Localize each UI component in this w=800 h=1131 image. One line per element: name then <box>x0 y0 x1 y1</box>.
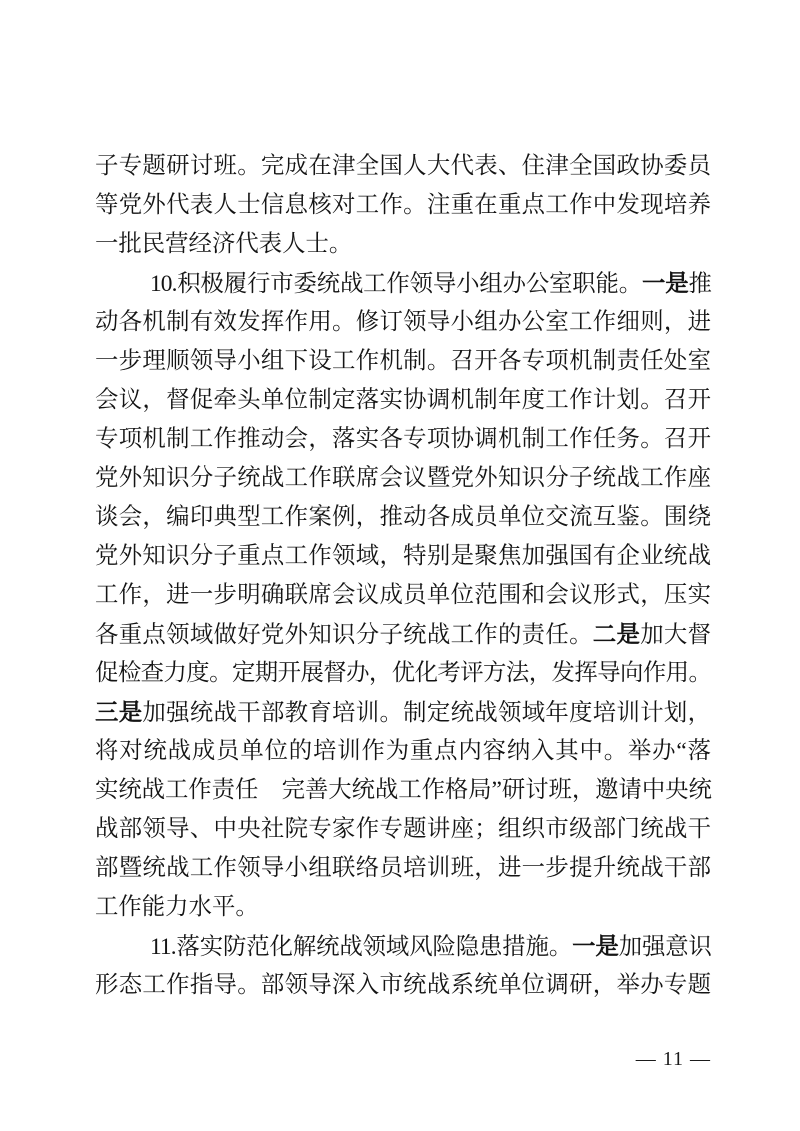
body-text: 等党外代表人士信息核对工作。注重在重点工作中发现培养 <box>95 192 711 218</box>
body-text: 各重点领域做好党外知识分子统战工作的责任。 <box>95 622 593 648</box>
emphasis-text: 二是 <box>592 621 641 647</box>
body-text: 专项机制工作推动会，落实各专项协调机制工作任务。召开 <box>95 426 711 452</box>
body-text: 工作，进一步明确联席会议成员单位范围和会议形式，压实 <box>95 582 711 608</box>
page-footer <box>95 1044 711 1074</box>
body-text: 推 <box>688 271 711 297</box>
text-line <box>95 849 711 888</box>
body-text: 10.积极履行市委统战工作领导小组办公室职能。 <box>150 271 643 297</box>
body-text: 党外知识分子统战工作联席会议暨党外知识分子统战工作座 <box>95 465 711 491</box>
body-text: 会议，督促牵头单位制定落实协调机制年度工作计划。召开 <box>95 387 711 413</box>
text-line <box>95 342 711 381</box>
text-line <box>95 732 711 771</box>
body-text: 战部领导、中央社院专家作专题讲座；组织市级部门统战干 <box>95 816 711 842</box>
text-line <box>95 966 711 1005</box>
text-line <box>95 459 711 498</box>
text-line <box>95 927 711 966</box>
text-line <box>95 264 711 303</box>
text-block <box>95 147 711 1005</box>
body-text: 部暨统战工作领导小组联络员培训班，进一步提升统战干部 <box>95 855 711 881</box>
page-number: — 11 — <box>635 1048 711 1070</box>
body-text: 谈会，编印典型工作案例，推动各成员单位交流互鉴。围绕 <box>95 504 711 530</box>
emphasis-text: 一是 <box>572 933 619 959</box>
text-line <box>95 186 711 225</box>
text-line <box>95 888 711 927</box>
body-text: 一步理顺领导小组下设工作机制。召开各专项机制责任处室 <box>95 348 711 374</box>
emphasis-text: 一是 <box>642 270 689 296</box>
body-text: 11.落实防范化解统战领域风险隐患措施。 <box>150 934 573 960</box>
text-line <box>95 810 711 849</box>
body-text: 促检查力度。定期开展督办，优化考评方法，发挥导向作用。 <box>95 660 711 686</box>
text-line <box>95 147 711 186</box>
body-text: 一批民营经济代表人士。 <box>95 231 353 257</box>
text-line <box>95 771 711 810</box>
text-line <box>95 693 711 732</box>
body-text: 实统战工作责任 完善大统战工作格局”研讨班，邀请中央统 <box>95 777 711 803</box>
body-text: 将对统战成员单位的培训作为重点内容纳入其中。举办“落 <box>95 738 711 764</box>
body-text: 子专题研讨班。完成在津全国人大代表、住津全国政协委员 <box>95 153 711 179</box>
text-line <box>95 381 711 420</box>
body-text: 加大督 <box>640 622 712 648</box>
body-text: 形态工作指导。部领导深入市统战系统单位调研，举办专题 <box>95 972 711 998</box>
text-line <box>95 654 711 693</box>
text-line <box>95 537 711 576</box>
body-text: 加强意识 <box>618 934 712 960</box>
body-text: 加强统战干部教育培训。制定统战领域年度培训计划， <box>142 700 712 726</box>
text-line <box>95 615 711 654</box>
text-line <box>95 420 711 459</box>
text-line <box>95 225 711 264</box>
text-line <box>95 303 711 342</box>
body-text: 党外知识分子重点工作领域，特别是聚焦加强国有企业统战 <box>95 543 711 569</box>
text-line <box>95 576 711 615</box>
body-text: 工作能力水平。 <box>95 894 259 920</box>
text-line <box>95 498 711 537</box>
body-text: 动各机制有效发挥作用。修订领导小组办公室工作细则，进 <box>95 309 711 335</box>
emphasis-text: 三是 <box>95 699 143 725</box>
